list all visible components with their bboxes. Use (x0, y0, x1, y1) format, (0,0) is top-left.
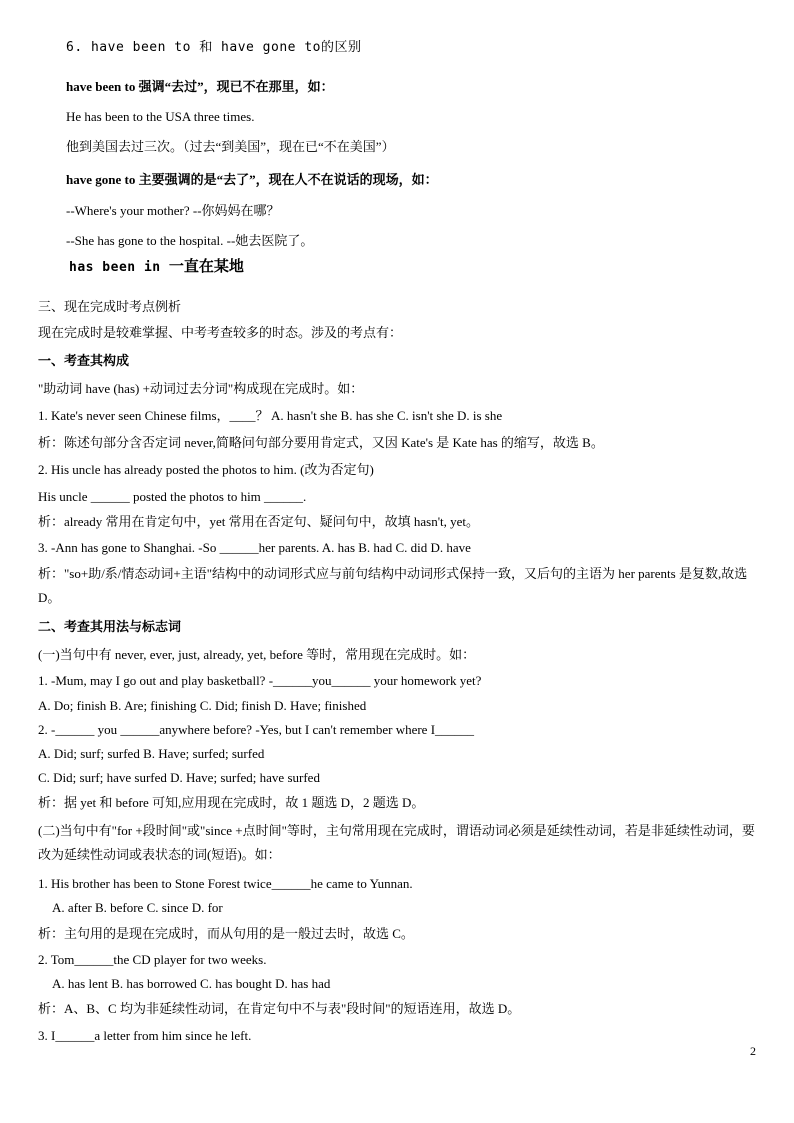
been-example-cn: 他到美国去过三次。（过去“到美国”，现在已“不在美国”） (66, 139, 395, 154)
been-rule-en: have been to (66, 79, 136, 94)
sub2-definition-2: (二)当句中有"for +段时间"或"since +点时间"等时，主句常用现在完成时，谓语动词必须是延续性动词，若是非延续性动词，要改为延续性动词或表状态的词(短语)。如： (38, 823, 755, 862)
gone-rule (66, 171, 438, 189)
sub1-heading: 一、考查其构成 (38, 353, 130, 368)
question-5: 2. -______ you ______anywhere before? -Yes, but I can't remember where I______ (38, 722, 475, 737)
sub1-definition: "助动词 have (has) +动词过去分词"构成现在完成时。如： (38, 381, 364, 396)
question-4-options: A. Do; finish B. Are; finishing C. Did; finish D. Have; finished (38, 698, 367, 713)
been-in-cn: 一直在某地 (168, 259, 244, 275)
sub2-definition: (一)当句中有 never, ever, just, already, yet, before 等时，常用现在完成时。如： (38, 647, 476, 662)
sub2-heading: 二、考查其用法与标志词 (38, 619, 182, 634)
answer-6: 析：主句用的是现在完成时，而从句用的是一般过去时，故选 C。 (38, 926, 414, 941)
section6-title: 6. have been to 和 have gone to的区别 (66, 40, 362, 55)
answer-4-5: 析：据 yet 和 before 可知,应用现在完成时，故 1 题选 D，2 题选 D。 (38, 795, 425, 810)
answer-2: 析：already 常用在肯定句中，yet 常用在否定句、疑问句中，故填 hasn't, yet。 (38, 514, 480, 529)
gone-example-2: --She has gone to the hospital. --她去医院了。 (66, 233, 314, 248)
question-2: 2. His uncle has already posted the photos to him. (改为否定句) (38, 462, 374, 477)
been-in-en: has been in (69, 260, 169, 275)
gone-example-1: --Where's your mother? --你妈妈在哪？ (66, 203, 280, 218)
part3-heading: 三、现在完成时考点例析 (38, 299, 182, 314)
answer-3: 析："so+助/系/情态动词+主语"结构中的动词形式应与前句结构中动词形式保持一致，又后句的主语为 her parents 是复数,故选 D。 (38, 566, 748, 605)
been-rule-cn: 强调“去过”，现已不在那里，如： (135, 79, 334, 94)
gone-rule-en: have gone to (66, 172, 136, 187)
answer-1: 析：陈述句部分含否定词 never,简略问句部分要用肯定式，又因 Kate's 是 Kate has 的缩写，故选 B。 (38, 435, 604, 450)
question-3: 3. -Ann has gone to Shanghai. -So ______her parents. A. has B. had C. did D. have (38, 540, 471, 555)
been-example-en: He has been to the USA three times. (66, 109, 255, 124)
part3-intro: 现在完成时是较难掌握、中考考查较多的时态。涉及的考点有： (38, 325, 403, 340)
question-5-options-1: A. Did; surf; surfed B. Have; surfed; surfed (38, 746, 265, 761)
page-number: 2 (750, 1044, 756, 1058)
question-8: 3. I______a letter from him since he left. (38, 1028, 252, 1043)
answer-7: 析：A、B、C 均为非延续性动词，在肯定句中不与表"段时间"的短语连用，故选 D。 (38, 1001, 521, 1016)
question-6-options: A. after B. before C. since D. for (52, 900, 223, 915)
question-7: 2. Tom______the CD player for two weeks. (38, 952, 267, 967)
question-2-blank: His uncle ______ posted the photos to him ______. (38, 489, 307, 504)
question-7-options: A. has lent B. has borrowed C. has bought D. has had (52, 976, 331, 991)
question-6: 1. His brother has been to Stone Forest twice______he came to Yunnan. (38, 876, 413, 891)
question-5-options-2: C. Did; surf; have surfed D. Have; surfed; have surfed (38, 770, 320, 785)
question-1: 1. Kate's never seen Chinese films，____？ A. hasn't she B. has she C. isn't she D. is she (38, 408, 503, 423)
gone-rule-cn: 主要强调的是“去了”，现在人不在说话的现场，如： (135, 172, 438, 187)
been-in-rule (69, 258, 244, 277)
been-rule (66, 78, 334, 96)
question-4: 1. -Mum, may I go out and play basketball? -______you______ your homework yet? (38, 673, 482, 688)
